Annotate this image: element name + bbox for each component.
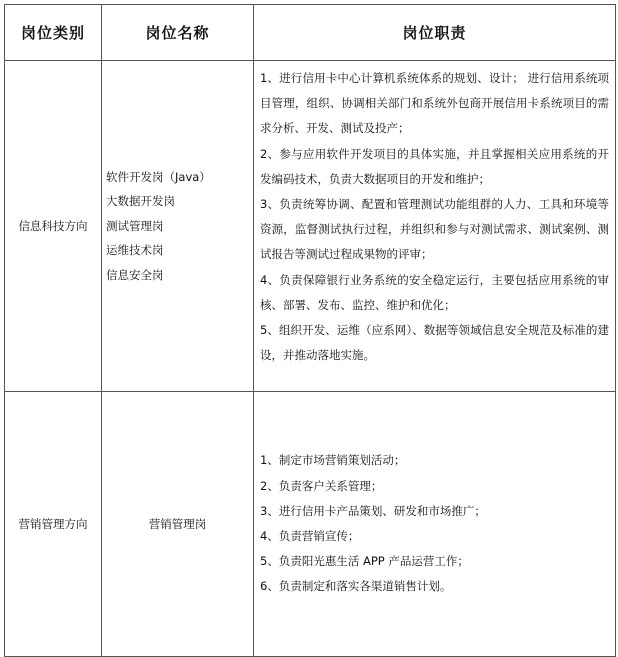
job-positions-table-container xyxy=(4,4,615,657)
duty-item: 1、制定市场营销策划活动； xyxy=(260,453,406,468)
duty-item: 5、组织开发、运维（应系网）、数据等领域信息安全规范及标准的建设，并推动落地实施。 xyxy=(260,323,609,363)
position-name: 营销管理岗 xyxy=(148,516,207,531)
duty-item: 3、进行信用卡产品策划、研发和市场推广； xyxy=(260,503,486,518)
header-position-name: 岗位名称 xyxy=(102,5,254,61)
header-duties: 岗位职责 xyxy=(254,5,616,61)
table-header-row xyxy=(5,5,616,61)
duty-item: 4、负责保障银行业务系统的安全稳定运行，主要包括应用系统的审核、部署、发布、监控、维护和优化； xyxy=(260,272,609,312)
position-name: 大数据开发岗 xyxy=(106,194,175,209)
duties-cell xyxy=(254,392,616,657)
duty-item: 6、负责制定和落实各渠道销售计划。 xyxy=(260,579,452,594)
category-cell: 信息科技方向 xyxy=(5,61,102,392)
table-row-it xyxy=(5,61,616,392)
duty-item: 1、进行信用卡中心计算机系统体系的规划、设计； 进行信用系统项目管理，组织、协调相关部门和系统外包商开展信用卡系统项目的需求分析、开发、测试及投产； xyxy=(260,71,609,136)
position-names-cell xyxy=(102,392,254,657)
position-name: 运维技术岗 xyxy=(106,243,164,258)
duties-cell xyxy=(254,61,616,392)
duty-item: 5、负责阳光惠生活 APP 产品运营工作； xyxy=(260,554,469,569)
duty-item: 2、参与应用软件开发项目的具体实施，并且掌握相关应用系统的开发编码技术，负责大数据项目的开发和维护； xyxy=(260,146,609,186)
header-category: 岗位类别 xyxy=(5,5,102,61)
duty-item: 4、负责营销宣传； xyxy=(260,529,360,543)
duty-item: 3、负责统筹协调、配置和管理测试功能组群的人力、工具和环境等资源，监督测试执行过程，并组织和参与对测试需求、测试案例、测试报告等测试过程成果物的评审； xyxy=(260,197,609,262)
table-row-marketing xyxy=(5,392,616,657)
position-name: 软件开发岗（Java） xyxy=(106,169,211,184)
duty-item: 2、负责客户关系管理； xyxy=(260,478,383,493)
position-names-cell xyxy=(102,61,254,392)
job-positions-table xyxy=(4,4,616,657)
position-name: 测试管理岗 xyxy=(106,218,164,233)
category-cell: 营销管理方向 xyxy=(5,392,102,657)
position-name: 信息安全岗 xyxy=(106,267,164,282)
